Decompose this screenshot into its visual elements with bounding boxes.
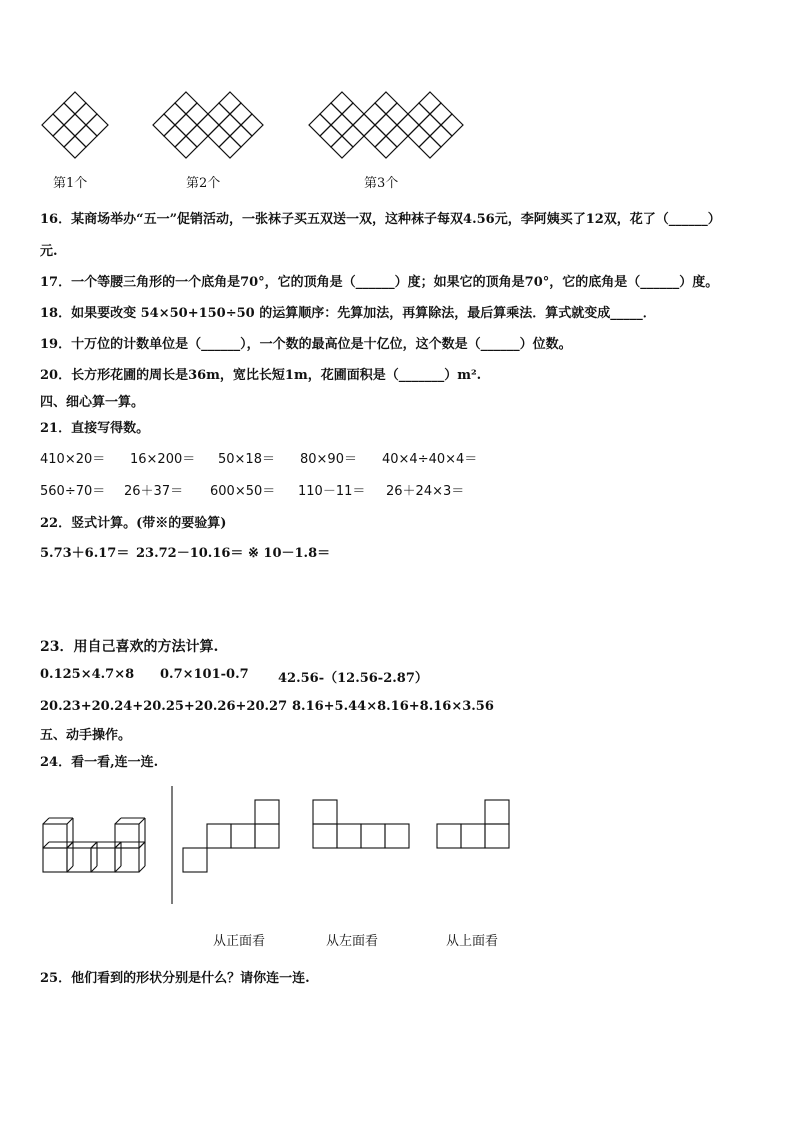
calc-22-1: 5.73＋6.17＝ bbox=[40, 546, 130, 561]
edge-line bbox=[91, 866, 97, 872]
diamond-shape bbox=[331, 136, 353, 158]
diamond-shape bbox=[197, 114, 219, 136]
calc-21-2-1: 560÷70＝ bbox=[40, 484, 106, 499]
view-label-front: 从正面看 bbox=[213, 934, 266, 949]
figure-caption-3: 第3个 bbox=[364, 176, 399, 191]
edge-line bbox=[67, 842, 73, 848]
question-19: 19．十万位的计数单位是（______），一个数的最高位是十亿位，这个数是（______）位数。 bbox=[40, 337, 572, 352]
diamond-shape bbox=[408, 103, 430, 125]
calc-23-5: 8.16+5.44×8.16+8.16×3.56 bbox=[292, 699, 494, 714]
edge-line bbox=[43, 842, 49, 848]
edge-line bbox=[115, 842, 121, 848]
question-18: 18．如果要改变 54×50+150÷50 的运算顺序：先算加法，再算除法，最后算乘法．算式就变成_____． bbox=[40, 306, 656, 321]
view-label-top: 从上面看 bbox=[446, 934, 499, 949]
square-shape bbox=[231, 824, 255, 848]
calc-23-1: 0.125×4.7×8 bbox=[40, 667, 135, 682]
diamond-shape bbox=[164, 125, 186, 147]
cube-front bbox=[43, 848, 67, 872]
edge-line bbox=[139, 842, 145, 848]
edge-line bbox=[115, 818, 121, 824]
diamond-shape bbox=[364, 103, 386, 125]
diamond-shape bbox=[342, 103, 364, 125]
square-shape bbox=[385, 824, 409, 848]
diamond-shape bbox=[64, 114, 86, 136]
pattern-figure-1 bbox=[0, 0, 794, 170]
square-shape bbox=[207, 824, 231, 848]
edge-line bbox=[67, 866, 73, 872]
question-16-line2: 元. bbox=[40, 244, 58, 259]
diamond-shape bbox=[386, 125, 408, 147]
square-shape bbox=[361, 824, 385, 848]
diamond-shape bbox=[64, 92, 86, 114]
edge-line bbox=[43, 818, 49, 824]
diamond-shape bbox=[64, 136, 86, 158]
view-label-left: 从左面看 bbox=[326, 934, 379, 949]
diamond-shape bbox=[208, 103, 230, 125]
calc-21-1-3: 50×18＝ bbox=[218, 452, 275, 467]
calc-21-2-4: 110－11＝ bbox=[298, 484, 366, 499]
diamond-shape bbox=[230, 103, 252, 125]
diamond-shape bbox=[419, 92, 441, 114]
calc-21-2-2: 26＋37＝ bbox=[124, 484, 184, 499]
square-shape bbox=[313, 800, 337, 824]
figure-caption-2: 第2个 bbox=[186, 176, 221, 191]
diamond-shape bbox=[375, 92, 397, 114]
square-shape bbox=[437, 824, 461, 848]
diamond-shape bbox=[430, 103, 452, 125]
calc-21-1-5: 40×4÷40×4＝ bbox=[382, 452, 478, 467]
calc-23-4: 20.23+20.24+20.25+20.26+20.27 bbox=[40, 699, 288, 714]
diamond-shape bbox=[219, 114, 241, 136]
calc-22-3: ※ 10－1.8＝ bbox=[248, 546, 331, 561]
question-22: 22．竖式计算。(带※的要验算) bbox=[40, 516, 227, 531]
diamond-shape bbox=[219, 136, 241, 158]
question-21: 21．直接写得数。 bbox=[40, 421, 150, 436]
diamond-shape bbox=[364, 125, 386, 147]
diamond-shape bbox=[175, 136, 197, 158]
diamond-shape bbox=[331, 114, 353, 136]
diamond-shape bbox=[175, 92, 197, 114]
diamond-shape bbox=[186, 103, 208, 125]
calc-21-2-5: 26＋24×3＝ bbox=[386, 484, 465, 499]
diamond-shape bbox=[342, 125, 364, 147]
diamond-shape bbox=[164, 103, 186, 125]
edge-line bbox=[67, 818, 73, 824]
question-17: 17．一个等腰三角形的一个底角是70°，它的顶角是（______）度；如果它的顶角是70°，它的底角是（______）度。 bbox=[40, 275, 719, 290]
diamond-shape bbox=[230, 125, 252, 147]
diamond-shape bbox=[86, 114, 108, 136]
diamond-shape bbox=[397, 114, 419, 136]
square-shape bbox=[485, 800, 509, 824]
diamond-shape bbox=[419, 114, 441, 136]
calc-21-1-1: 410×20＝ bbox=[40, 452, 106, 467]
square-shape bbox=[255, 824, 279, 848]
question-20: 20．长方形花圃的周长是36m，宽比长短1m，花圃面积是（_______）m². bbox=[40, 368, 482, 383]
diamond-shape bbox=[186, 125, 208, 147]
question-25: 25．他们看到的形状分别是什么？请你连一连. bbox=[40, 971, 310, 986]
diamond-shape bbox=[219, 92, 241, 114]
diamond-shape bbox=[208, 125, 230, 147]
diamond-shape bbox=[75, 103, 97, 125]
diamond-shape bbox=[320, 103, 342, 125]
question-24: 24．看一看,连一连. bbox=[40, 755, 159, 770]
calc-21-1-4: 80×90＝ bbox=[300, 452, 357, 467]
diamond-shape bbox=[75, 125, 97, 147]
edge-line bbox=[139, 866, 145, 872]
diamond-shape bbox=[419, 136, 441, 158]
question-16-line1: 16．某商场举办“五一”促销活动，一张袜子买五双送一双，这种袜子每双4.56元，李阿姨买了12双，花了（______） bbox=[40, 212, 721, 227]
diamond-shape bbox=[320, 125, 342, 147]
square-shape bbox=[337, 824, 361, 848]
square-shape bbox=[255, 800, 279, 824]
section-4-heading: 四、细心算一算。 bbox=[40, 395, 145, 410]
diamond-shape bbox=[408, 125, 430, 147]
diamond-shape bbox=[386, 103, 408, 125]
diamond-shape bbox=[53, 103, 75, 125]
views-diagram bbox=[0, 782, 794, 922]
square-shape bbox=[313, 824, 337, 848]
diamond-shape bbox=[375, 136, 397, 158]
diamond-shape bbox=[331, 92, 353, 114]
diamond-shape bbox=[153, 114, 175, 136]
edge-line bbox=[115, 866, 121, 872]
diamond-shape bbox=[53, 125, 75, 147]
square-shape bbox=[461, 824, 485, 848]
question-23: 23．用自己喜欢的方法计算. bbox=[40, 639, 219, 655]
calc-23-2: 0.7×101-0.7 bbox=[160, 667, 249, 682]
diamond-shape bbox=[241, 114, 263, 136]
diamond-shape bbox=[175, 114, 197, 136]
diamond-shape bbox=[430, 125, 452, 147]
square-shape bbox=[485, 824, 509, 848]
edge-line bbox=[139, 818, 145, 824]
edge-line bbox=[91, 842, 97, 848]
section-5-heading: 五、动手操作。 bbox=[40, 728, 132, 743]
diamond-shape bbox=[375, 114, 397, 136]
calc-21-1-2: 16×200＝ bbox=[130, 452, 196, 467]
figure-caption-1: 第1个 bbox=[53, 176, 88, 191]
diamond-shape bbox=[353, 114, 375, 136]
diamond-shape bbox=[42, 114, 64, 136]
calc-23-3: 42.56-（12.56-2.87） bbox=[278, 671, 428, 686]
diamond-shape bbox=[441, 114, 463, 136]
diamond-shape bbox=[309, 114, 331, 136]
calc-22-2: 23.72－10.16＝ bbox=[136, 546, 244, 561]
calc-21-2-3: 600×50＝ bbox=[210, 484, 276, 499]
square-shape bbox=[183, 848, 207, 872]
